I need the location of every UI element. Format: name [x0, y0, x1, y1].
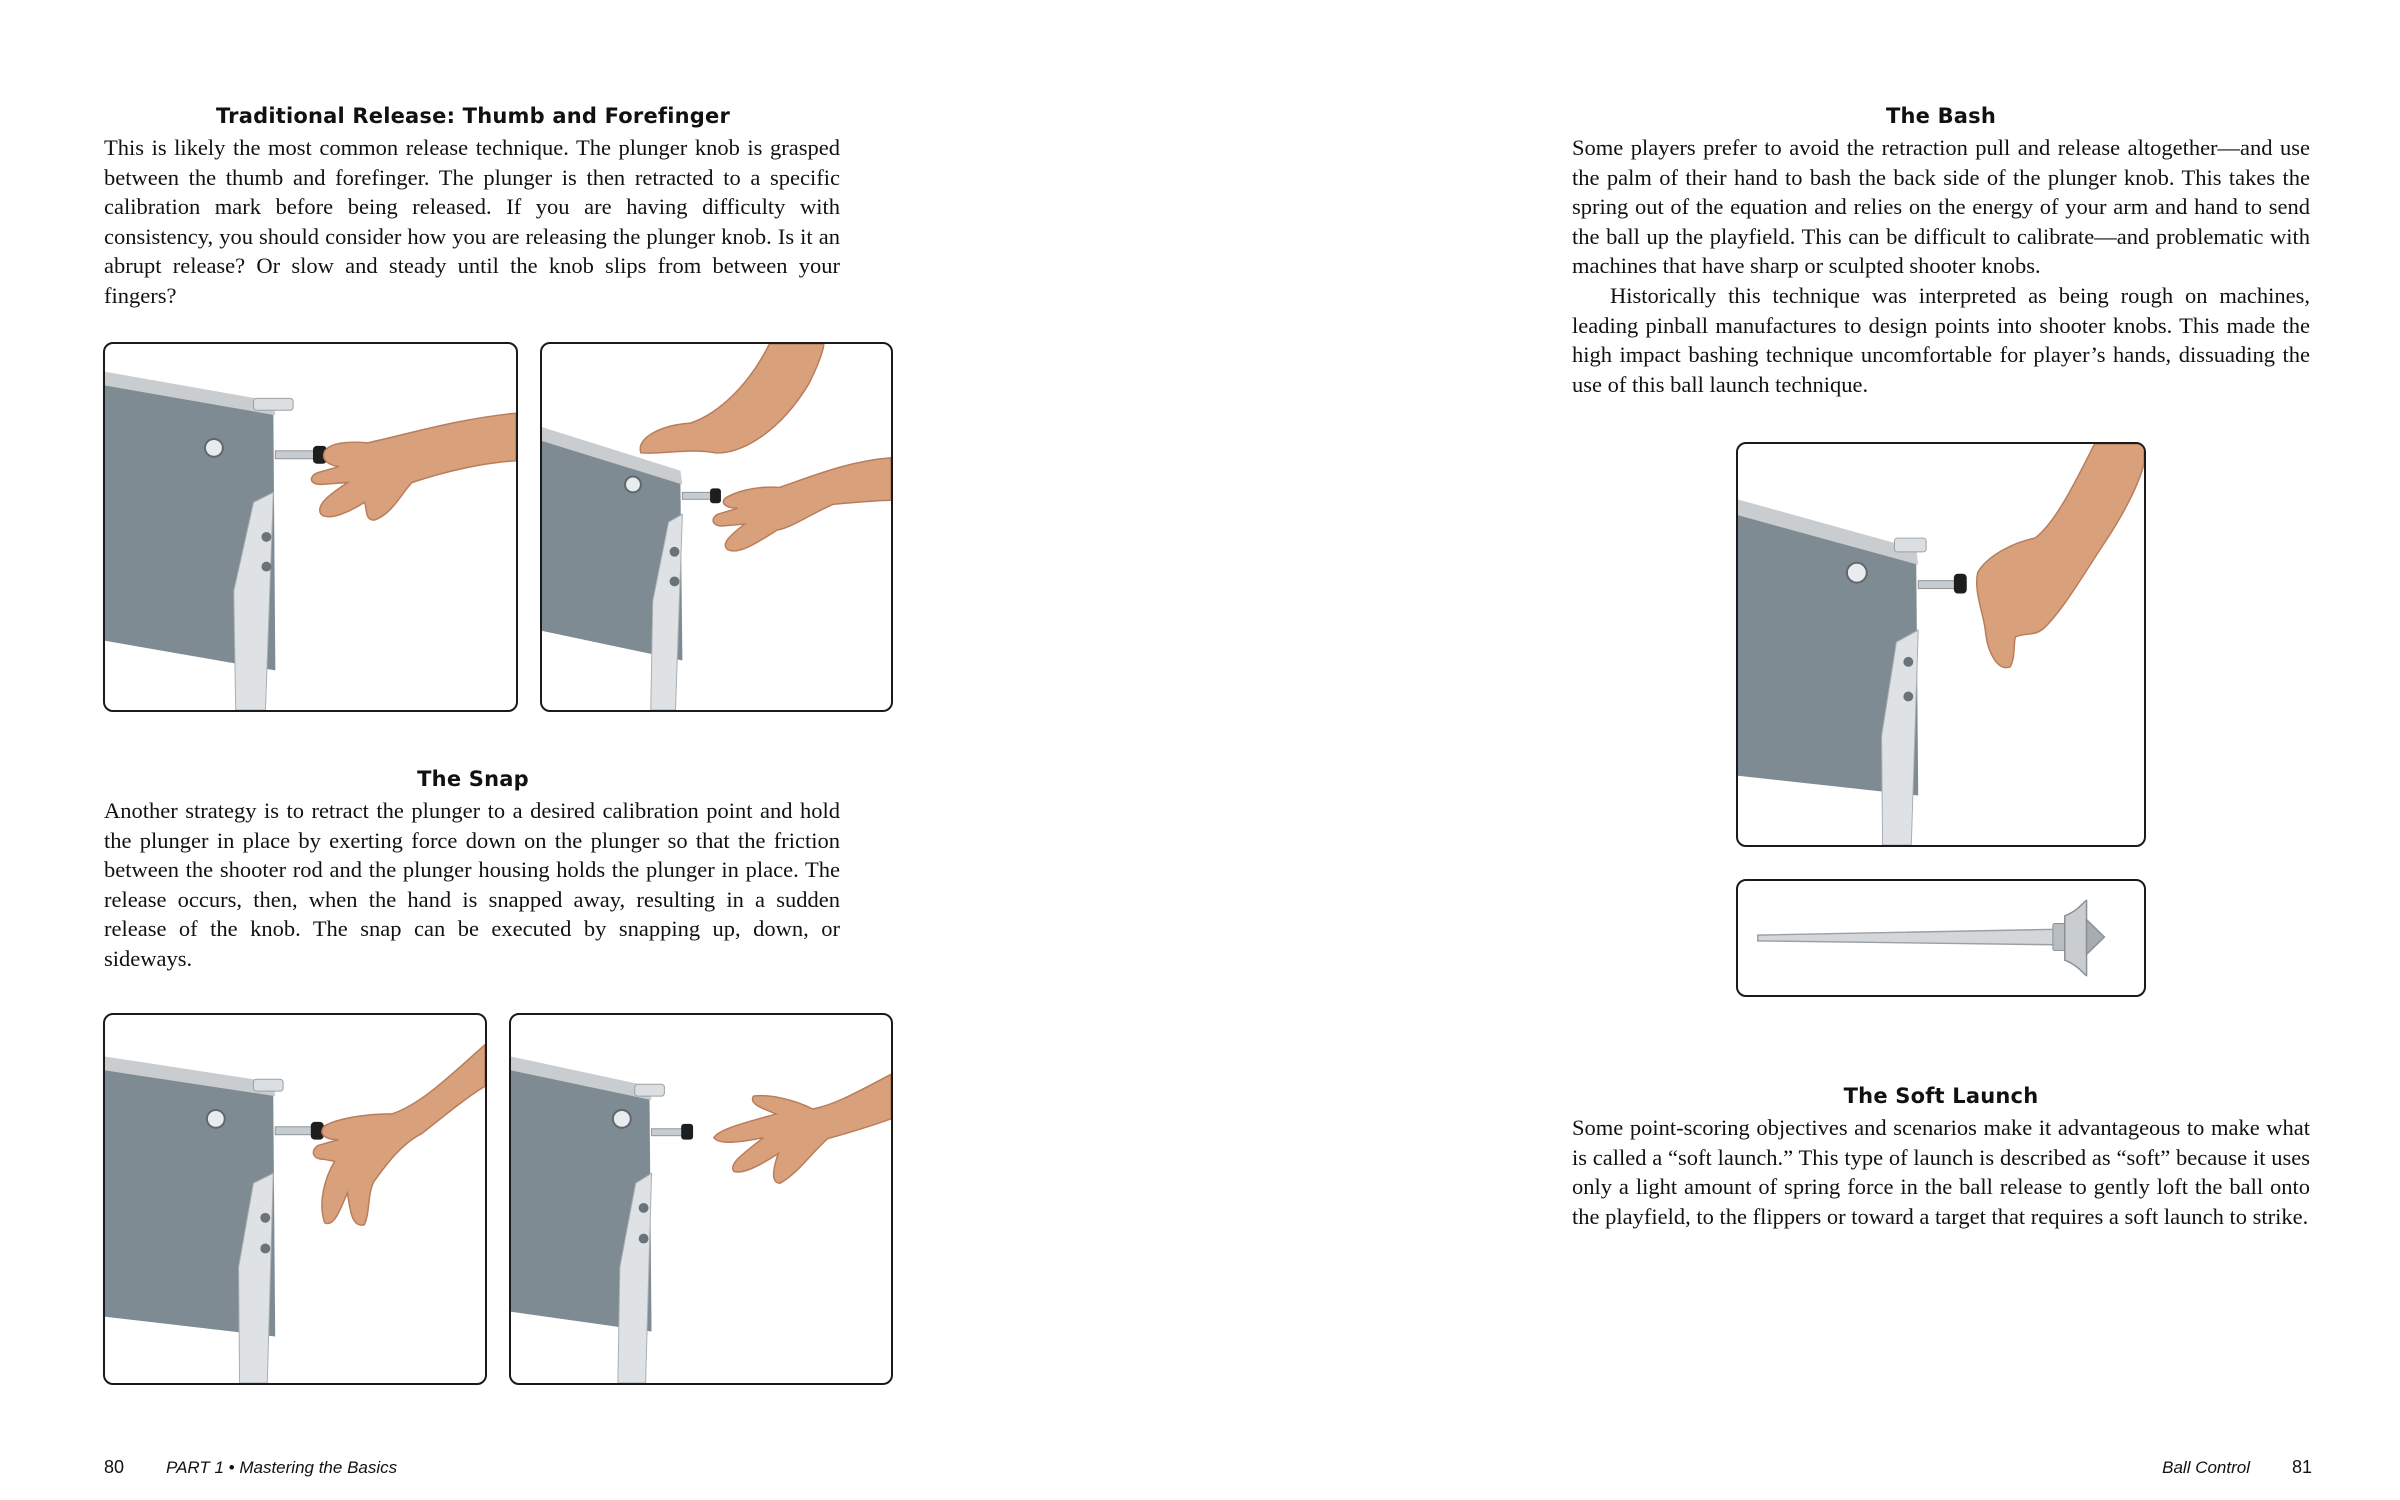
running-head-right: Ball Control	[2162, 1458, 2250, 1477]
heading-the-soft-launch: The Soft Launch	[1843, 1084, 2039, 1108]
illustration-thumb-forefinger-grip	[103, 342, 518, 712]
illustration-palm-bash	[1736, 442, 2146, 847]
paragraph-the-snap: Another strategy is to retract the plunger to a desired calibration point and hold the plunger in place by exerting force down on the plunger so that the friction between the shooter rod and the plunger housing holds the plunger in place. The release occurs, then, when the hand is snapped away, resulting in a sudden release of the knob. The snap can be executed by snapping up, down, or sideways.	[104, 798, 840, 971]
illustration-snap-release	[509, 1013, 893, 1385]
paragraph-the-bash-2: Historically this technique was interpreted as being rough on machines, leading pinball manufactures to design points into shooter knobs. This made the high impact bashing technique uncomfortable for player’s hands, dissuading the use of this ball launch technique.	[1572, 283, 2310, 397]
illustration-thumb-forefinger-pull	[540, 342, 893, 712]
illustration-snap-hold	[103, 1013, 487, 1385]
heading-traditional-release: Traditional Release: Thumb and Forefinger	[215, 104, 731, 128]
page-number-left: 80	[104, 1457, 125, 1477]
heading-the-bash: The Bash	[1885, 104, 1997, 128]
heading-the-snap: The Snap	[417, 767, 529, 791]
running-head-left: PART 1 • Mastering the Basics	[166, 1458, 398, 1477]
paragraph-the-soft-launch: Some point-scoring objectives and scenarios make it advantageous to make what is called a “soft launch.” This type of launch is described as “soft” because it uses only a light amount of spring force in the ball release to gently loft the ball onto the playfield, to the flippers or toward a target that requires a soft launch to strike.	[1572, 1115, 2310, 1229]
paragraph-the-bash-1: Some players prefer to avoid the retraction pull and release altogether—and use the palm of their hand to bash the back side of the plunger knob. This takes the spring out of the equation and relies on the energy of your arm and hand to send the ball up the playfield. This can be difficult to calibrate—and problematic with machines that have sharp or sculpted shooter knobs.	[1572, 135, 2310, 278]
paragraph-traditional-release: This is likely the most common release technique. The plunger knob is grasped between the thumb and forefinger. The plunger is then retracted to a specific calibration mark before being released. If you are having difficulty with consistency, you should consider how you are releasing the plunger knob. Is it an abrupt release? Or slow and steady until the knob slips from between your fingers?	[104, 135, 840, 308]
page-number-right: 81	[2291, 1457, 2312, 1477]
illustration-shooter-rod	[1736, 879, 2146, 997]
